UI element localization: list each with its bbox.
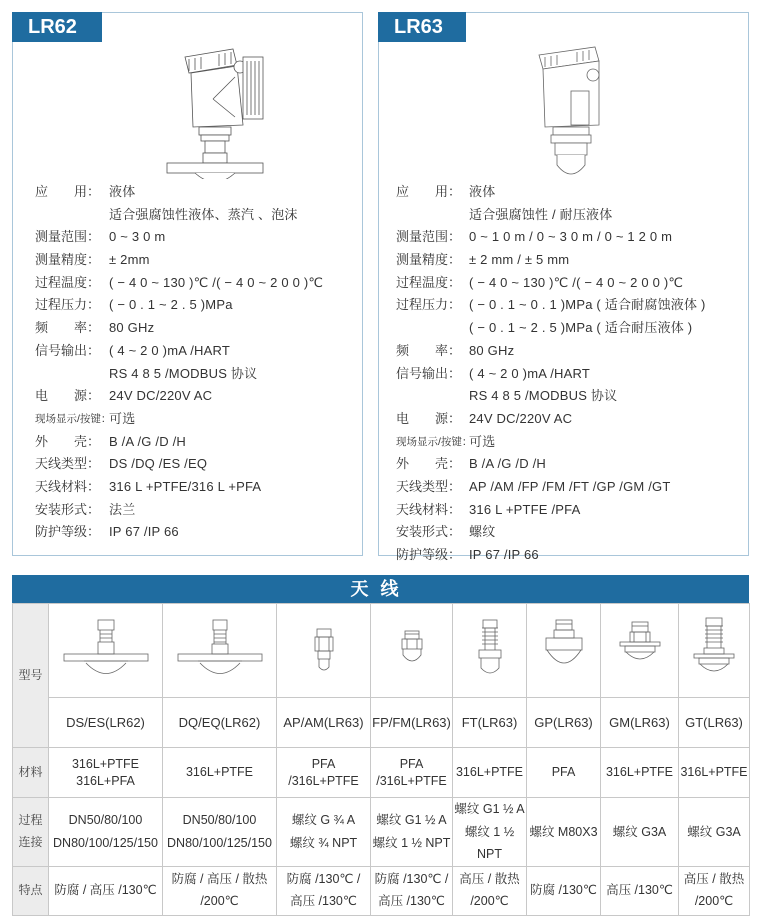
spec-label: 天线类型：: [35, 456, 101, 472]
spec-label: 频 率：: [396, 342, 462, 358]
material-cell: [163, 748, 277, 798]
spec-label: 外 壳：: [35, 433, 101, 449]
flange-horn-antenna-icon: [49, 604, 163, 698]
features-cell: [277, 866, 371, 915]
spec-row-antenna-type: [396, 476, 706, 499]
spec-label: 现场显示/按键：: [396, 435, 473, 448]
connection-cell: [453, 798, 527, 867]
features-cell: [163, 866, 277, 915]
lr62-model-tag: LR62: [12, 12, 102, 42]
spec-label: 测量精度：: [35, 252, 101, 268]
spec-row-display: [35, 408, 323, 431]
spec-value: 可选: [469, 433, 496, 449]
features-cell: [49, 866, 163, 915]
lr62-panel: [12, 12, 363, 556]
radar-level-transmitter-thread-icon: [529, 31, 619, 181]
material-line: PFA: [311, 756, 336, 771]
row-header-material: 材料: [13, 748, 49, 798]
connection-cell: [277, 798, 371, 867]
material-line: 316L+PTFE: [71, 756, 140, 771]
spec-row-output: [35, 340, 323, 363]
material-cell: [453, 748, 527, 798]
spec-value: ± 2mm: [109, 252, 150, 268]
features-line: /200℃: [470, 893, 509, 908]
spec-row-accuracy: [35, 249, 323, 272]
features-line: 防腐 / 高压 / 散热: [171, 871, 268, 886]
features-cell: [679, 866, 750, 915]
lr63-spec-list: [396, 181, 706, 567]
antenna-connection-row: [13, 798, 750, 867]
connection-line: DN50/80/100: [182, 813, 257, 828]
spec-row-antenna-material: [35, 476, 323, 499]
lr63-panel: [378, 12, 749, 562]
material-line: PFA: [551, 765, 576, 780]
large-lens-antenna-icon: [527, 604, 601, 698]
connection-line: 螺纹 G1 ½ A: [376, 813, 447, 828]
connection-line: DN80/100/125/150: [53, 835, 158, 850]
spec-value: ( − 4 0 ~ 130 )℃ /( − 4 0 ~ 2 0 0 )℃: [469, 274, 684, 290]
features-cell: [453, 866, 527, 915]
spec-row-frequency: [35, 317, 323, 340]
spec-row-range: [396, 226, 706, 249]
spec-value: RS 4 8 5 /MODBUS 协议: [469, 388, 618, 404]
spec-value: ( − 0 . 1 ~ 2 . 5 )MPa: [109, 297, 233, 313]
features-line: 防腐 /130℃: [530, 882, 597, 897]
connection-line: 螺纹 G3A: [612, 824, 667, 839]
material-line: 316L+PTFE: [185, 765, 254, 780]
connection-cell: [601, 798, 679, 867]
antenna-model-row: [13, 698, 750, 748]
features-line: 高压 /130℃: [290, 893, 357, 908]
flanged-lens-antenna-icon: [601, 604, 679, 698]
spec-row-temperature: [396, 272, 706, 295]
material-cell: [527, 748, 601, 798]
connection-line: DN50/80/100: [68, 813, 143, 828]
spec-row-power: [396, 408, 706, 431]
row-header-features: 特点: [13, 866, 49, 915]
connection-cell: [371, 798, 453, 867]
spec-value: ( − 0 . 1 ~ 0 . 1 )MPa ( 适合耐腐蚀液体 ): [469, 297, 706, 313]
spec-row-pressure: [35, 294, 323, 317]
material-line: /316L+PTFE: [288, 773, 359, 788]
spec-row-temperature: [35, 272, 323, 295]
material-cell: [49, 748, 163, 798]
spec-row-pressure-detail: [396, 317, 706, 340]
lr63-model-tag: LR63: [378, 12, 466, 42]
row-header-line: 连接: [18, 834, 43, 849]
spec-row-output: [396, 363, 706, 386]
flange-horn-antenna-icon: [163, 604, 277, 698]
connection-line: 螺纹 G3A: [687, 824, 741, 839]
spec-value: B /A /G /D /H: [469, 456, 547, 472]
row-header-line: 过程: [18, 813, 43, 828]
spec-label: [396, 204, 469, 227]
spec-label: 信号输出：: [396, 365, 462, 381]
row-header-connection: [13, 798, 49, 867]
spec-label: [396, 385, 469, 408]
spec-value: B /A /G /D /H: [109, 433, 187, 449]
rod-antenna-small-icon: [277, 604, 371, 698]
spec-label: 应 用：: [396, 184, 462, 199]
antenna-model-name: FT(LR63): [453, 698, 527, 748]
spec-value: 24V DC/220V AC: [109, 388, 213, 404]
spec-label: 过程温度：: [396, 274, 462, 290]
spec-row-antenna-type: [35, 453, 323, 476]
spec-value: 316 L +PTFE /PFA: [469, 501, 581, 517]
features-line: 高压 / 散热: [459, 871, 520, 886]
antenna-model-name: FP/FM(LR63): [371, 698, 453, 748]
spec-row-housing: [35, 431, 323, 454]
antenna-spec-table: [12, 603, 750, 916]
spec-label: 测量范围：: [396, 229, 462, 245]
material-cell: [601, 748, 679, 798]
spec-value: 0 ~ 3 0 m: [109, 229, 166, 245]
connection-line: DN80/100/125/150: [167, 835, 272, 850]
spec-value: ( − 4 0 ~ 130 )℃ /( − 4 0 ~ 2 0 0 )℃: [109, 274, 324, 290]
spec-row-protection: [35, 521, 323, 544]
spec-label: 测量精度：: [396, 252, 462, 268]
spec-row-protection: [396, 544, 706, 567]
spec-label: [396, 317, 469, 340]
spec-value: IP 67 /IP 66: [109, 524, 179, 540]
spec-row-range: [35, 226, 323, 249]
material-line: 316L+PTFE: [605, 765, 674, 780]
connection-line: 螺纹 G1 ½ A: [454, 802, 525, 816]
antenna-features-row: [13, 866, 750, 915]
finned-flanged-lens-antenna-icon: [679, 604, 750, 698]
spec-row-frequency: [396, 340, 706, 363]
spec-row-installation: [396, 521, 706, 544]
antenna-model-name: AP/AM(LR63): [277, 698, 371, 748]
material-line: /316L+PTFE: [376, 773, 447, 788]
lens-antenna-small-icon: [371, 604, 453, 698]
spec-value: 0 ~ 1 0 m / 0 ~ 3 0 m / 0 ~ 1 2 0 m: [469, 229, 673, 245]
spec-row-antenna-material: [396, 499, 706, 522]
material-line: 316L+PFA: [76, 773, 135, 788]
spec-value: IP 67 /IP 66: [469, 547, 539, 562]
spec-value: ± 2 mm / ± 5 mm: [469, 252, 570, 268]
lr62-spec-list: [35, 181, 323, 544]
spec-value: ( − 0 . 1 ~ 2 . 5 )MPa ( 适合耐压液体 ): [469, 320, 693, 336]
spec-value: 液体: [469, 184, 496, 199]
spec-row-application: [35, 181, 323, 204]
finned-lens-antenna-icon: [453, 604, 527, 698]
material-cell: [679, 748, 750, 798]
features-line: 高压 /130℃: [378, 893, 445, 908]
spec-label: 防护等级：: [35, 524, 101, 540]
spec-label: 信号输出：: [35, 342, 101, 358]
features-line: 高压 /130℃: [606, 882, 673, 897]
spec-value: AP /AM /FP /FM /FT /GP /GM /GT: [469, 478, 671, 494]
spec-row-power: [35, 385, 323, 408]
spec-row-display: [396, 431, 706, 454]
connection-cell: [49, 798, 163, 867]
spec-label: 过程压力：: [35, 297, 101, 313]
connection-line: 螺纹 M80X3: [529, 824, 598, 839]
spec-value: 螺纹: [469, 524, 496, 540]
antenna-table: [12, 575, 749, 916]
material-cell: [371, 748, 453, 798]
spec-row-application: [396, 181, 706, 204]
spec-label: 电 源：: [35, 388, 101, 404]
features-line: /200℃: [694, 893, 734, 908]
spec-label: 电 源：: [396, 410, 462, 426]
spec-label: [35, 363, 109, 386]
material-line: 316L+PTFE: [455, 765, 524, 780]
antenna-material-row: [13, 748, 750, 798]
spec-row-installation: [35, 499, 323, 522]
spec-row-application-detail: [35, 204, 323, 227]
spec-label: 防护等级：: [396, 547, 462, 562]
spec-label: 应 用：: [35, 184, 101, 199]
connection-cell: [163, 798, 277, 867]
spec-value: 液体: [109, 184, 136, 199]
material-line: PFA: [399, 756, 424, 771]
radar-level-transmitter-flange-icon: [151, 29, 291, 179]
connection-cell: [527, 798, 601, 867]
antenna-model-name: GT(LR63): [679, 698, 750, 748]
spec-label: 天线材料：: [35, 478, 101, 494]
spec-value: 80 GHz: [109, 320, 155, 336]
connection-line: 螺纹 1 ½ NPT: [372, 835, 451, 850]
connection-cell: [679, 798, 750, 867]
spec-value: DS /DQ /ES /EQ: [109, 456, 208, 472]
spec-row-application-detail: [396, 204, 706, 227]
connection-line: 螺纹 1 ½ NPT: [464, 824, 515, 861]
spec-value: 316 L +PTFE/316 L +PFA: [109, 478, 262, 494]
spec-row-output-detail: [35, 363, 323, 386]
spec-value: 可选: [109, 410, 136, 426]
spec-label: 天线类型：: [396, 478, 462, 494]
features-line: 高压 / 散热: [683, 871, 745, 886]
features-cell: [601, 866, 679, 915]
features-line: 防腐 /130℃ /: [374, 871, 449, 886]
spec-value: 适合强腐蚀性 / 耐压液体: [469, 206, 613, 222]
material-line: 316L+PTFE: [680, 765, 748, 780]
spec-value: 法兰: [109, 501, 136, 517]
spec-value: 80 GHz: [469, 342, 515, 358]
spec-label: 外 壳：: [396, 456, 462, 472]
features-line: 防腐 /130℃ /: [286, 871, 361, 886]
antenna-table-title: 天线: [12, 575, 749, 603]
antenna-model-name: DQ/EQ(LR62): [163, 698, 277, 748]
spec-row-output-detail: [396, 385, 706, 408]
spec-label: 安装形式：: [35, 501, 101, 517]
features-line: /200℃: [200, 893, 239, 908]
spec-label: 测量范围：: [35, 229, 101, 245]
spec-row-accuracy: [396, 249, 706, 272]
spec-row-housing: [396, 453, 706, 476]
spec-label: 频 率：: [35, 320, 101, 336]
material-cell: [277, 748, 371, 798]
antenna-model-name: DS/ES(LR62): [49, 698, 163, 748]
antenna-image-row: [13, 604, 750, 698]
connection-line: 螺纹 G ¾ A: [291, 813, 356, 828]
spec-label: 过程压力：: [396, 297, 462, 313]
spec-value: RS 4 8 5 /MODBUS 协议: [109, 365, 258, 381]
spec-row-pressure: [396, 294, 706, 317]
features-line: 防腐 / 高压 /130℃: [54, 882, 157, 897]
antenna-model-name: GP(LR63): [527, 698, 601, 748]
features-cell: [371, 866, 453, 915]
spec-label: 现场显示/按键：: [35, 412, 112, 425]
spec-label: 过程温度：: [35, 274, 101, 290]
spec-label: 安装形式：: [396, 524, 462, 540]
spec-label: 天线材料：: [396, 501, 462, 517]
row-header-model: 型号: [13, 604, 49, 748]
antenna-model-name: GM(LR63): [601, 698, 679, 748]
features-cell: [527, 866, 601, 915]
spec-value: 24V DC/220V AC: [469, 410, 573, 426]
spec-value: ( 4 ~ 2 0 )mA /HART: [469, 365, 590, 381]
spec-label: [35, 204, 109, 227]
spec-value: ( 4 ~ 2 0 )mA /HART: [109, 342, 230, 358]
spec-value: 适合强腐蚀性液体、蒸汽 、泡沫: [109, 206, 298, 222]
connection-line: 螺纹 ¾ NPT: [289, 835, 358, 850]
